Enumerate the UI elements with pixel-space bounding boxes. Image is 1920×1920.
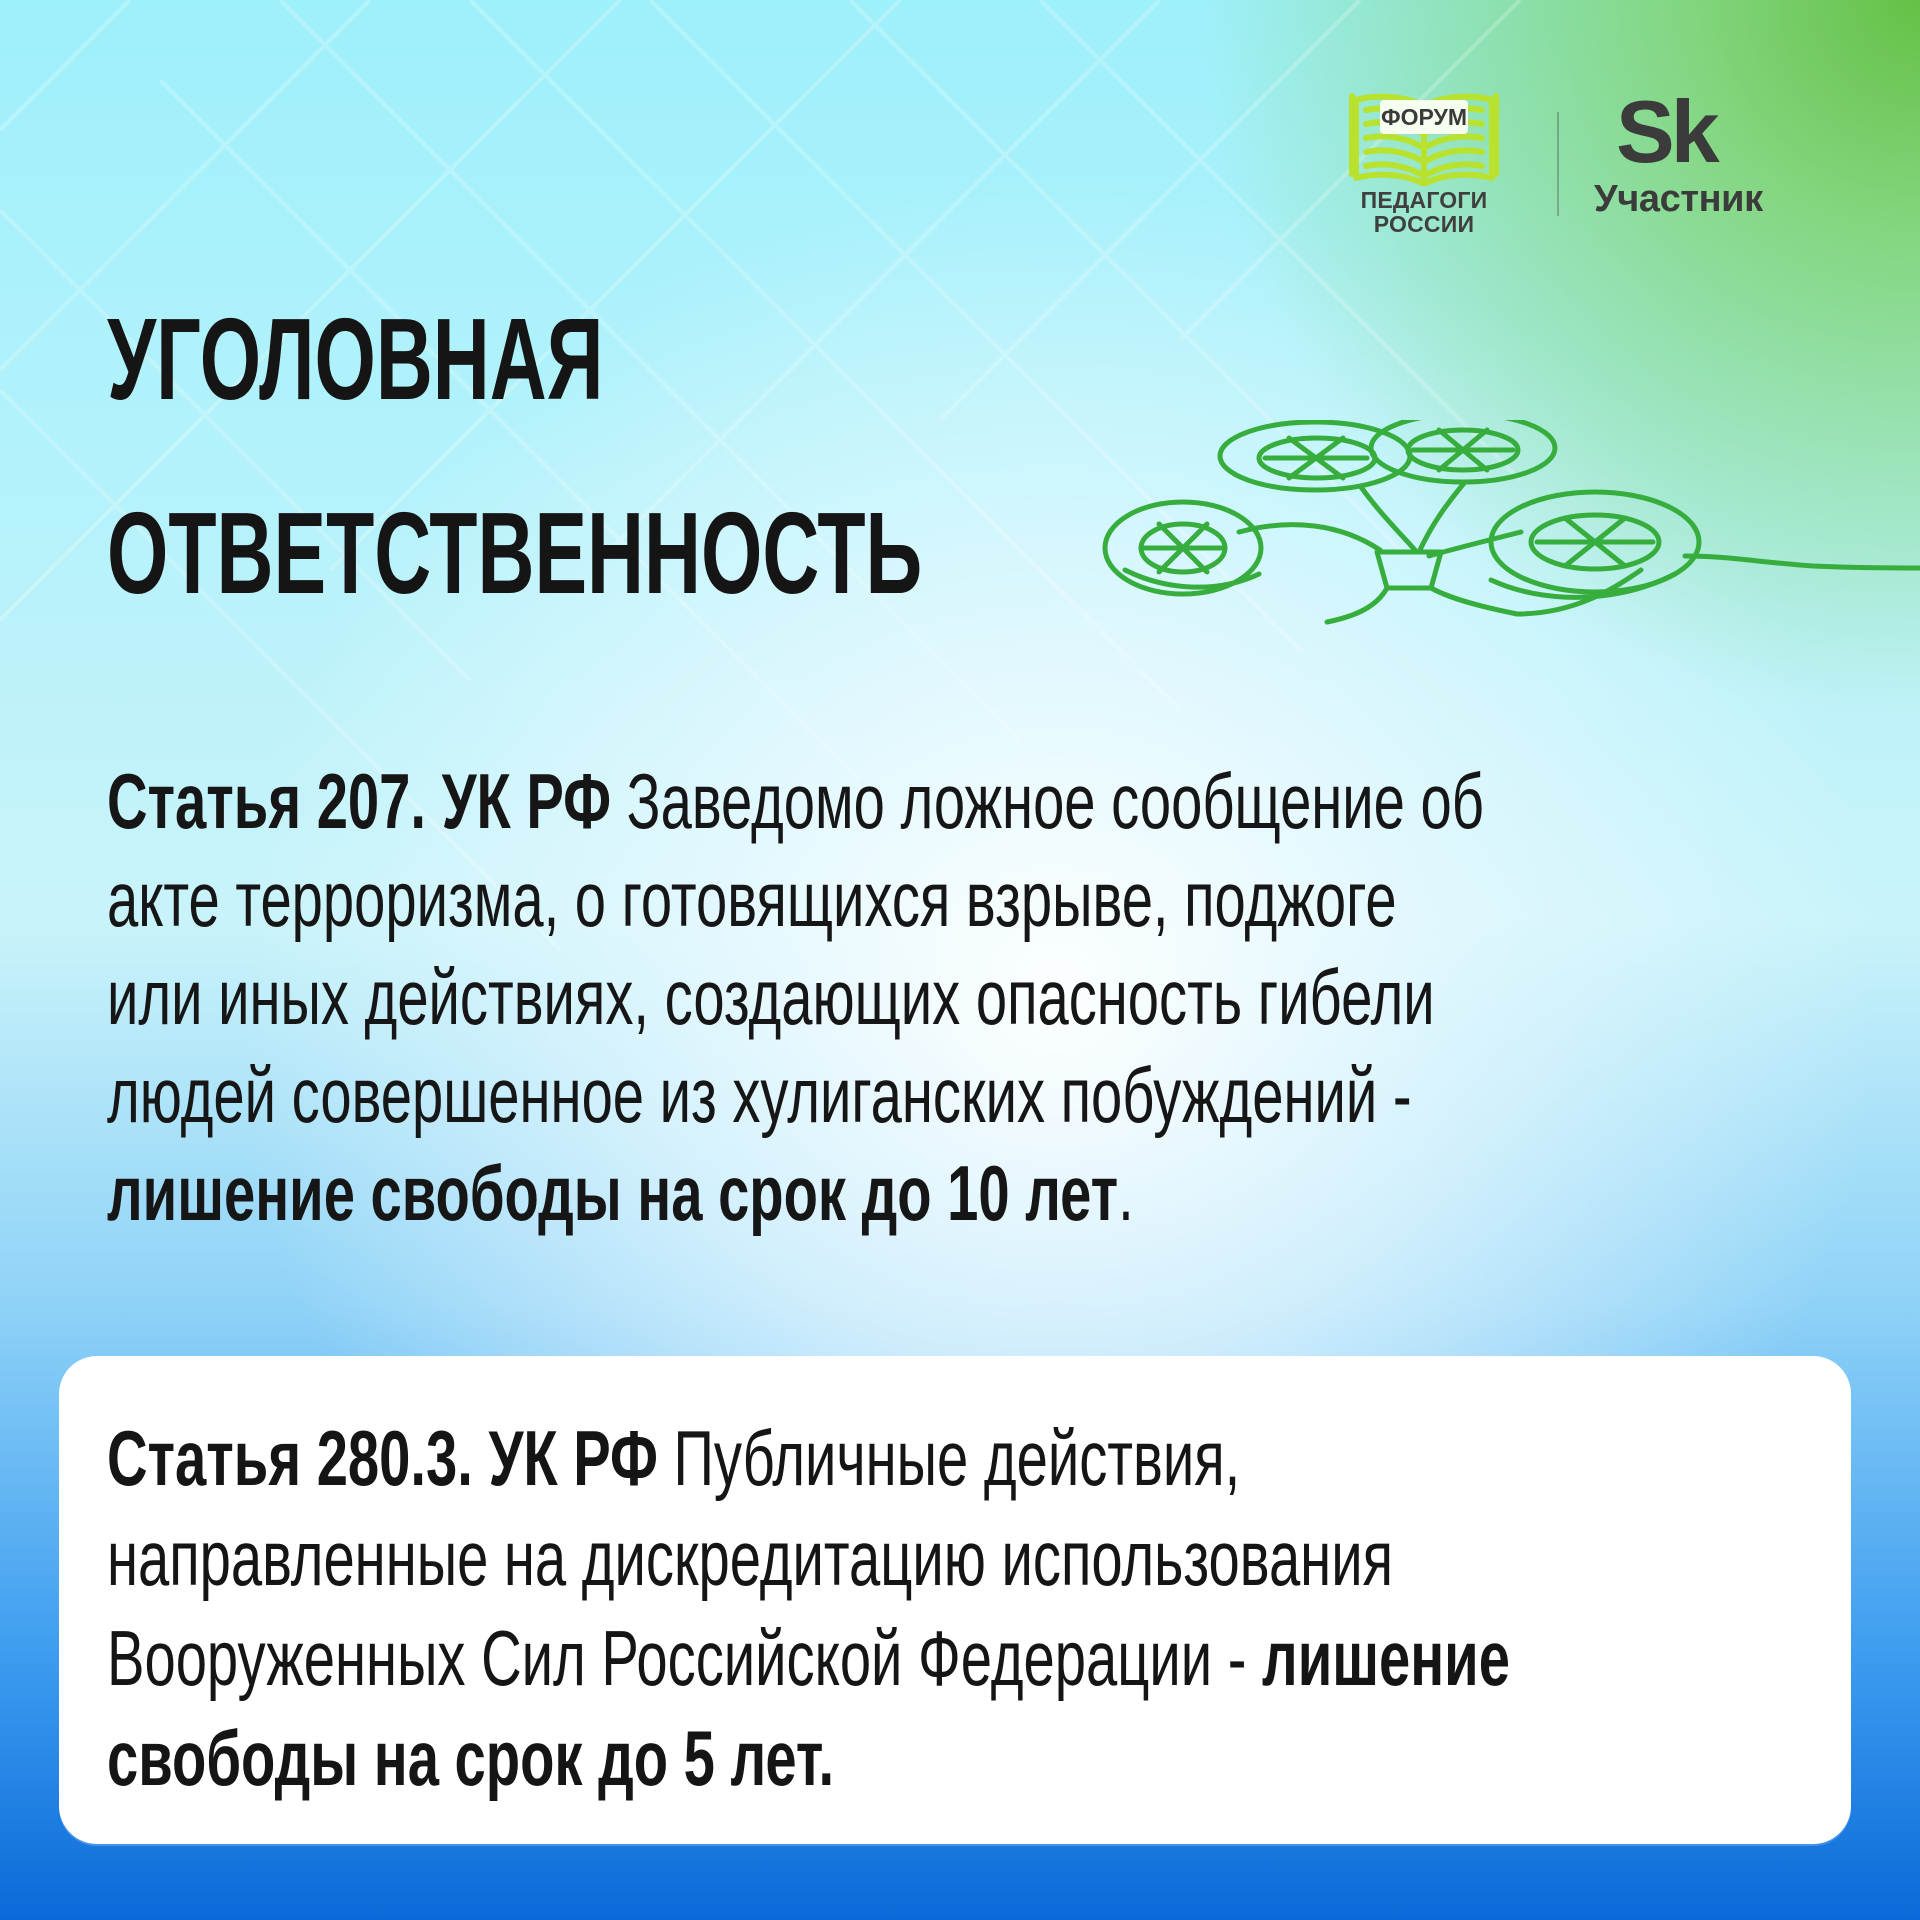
sk-logo-mark: Sk: [1616, 82, 1716, 181]
forum-logo-line-1: ПЕДАГОГИ: [1360, 187, 1488, 213]
skolkovo-logo: [1592, 78, 1804, 248]
article-207: [107, 752, 1827, 1242]
article-207-period: .: [1118, 1149, 1134, 1237]
article-207-line-1: [107, 752, 1484, 850]
forum-logo-line-2: РОССИИ: [1373, 211, 1475, 237]
article-207-line-3: или иных действиях, создающих опасность гибели: [107, 953, 1435, 1041]
book-icon: [1348, 82, 1500, 186]
article-280-line-3-text: Вооруженных Сил Российской Федерации -: [107, 1614, 1263, 1702]
article-207-line-1-text: Заведомо ложное сообщение об: [611, 757, 1484, 845]
partner-logos: [1330, 78, 1810, 248]
article-280-line-4: свободы на срок до 5 лет.: [107, 1714, 835, 1802]
sk-logo-role: Участник: [1594, 178, 1763, 220]
forum-logo-top: ФОРУМ: [1380, 100, 1468, 134]
article-207-penalty: лишение свободы на срок до 10 лет: [107, 1149, 1119, 1237]
title-line-1: УГОЛОВНАЯ: [107, 294, 604, 424]
article-280-line-1-text: Публичные действия,: [657, 1414, 1241, 1502]
title-line-2: ОТВЕТСТВЕННОСТЬ: [107, 488, 923, 618]
forum-logo: [1330, 78, 1518, 248]
page-title: [107, 262, 923, 650]
article-280-line-3-penalty: лишение: [1262, 1614, 1510, 1702]
article-207-line-2: акте терроризма, о готовящихся взрыве, поджоге: [107, 855, 1397, 943]
article-280-line-2: направленные на дискредитацию использования: [107, 1514, 1393, 1602]
article-280-3: [107, 1408, 1807, 1808]
logo-divider: [1557, 112, 1559, 216]
forum-logo-subtitle: [1330, 188, 1518, 236]
article-207-heading: Статья 207. УК РФ: [107, 757, 612, 845]
article-280-heading: Статья 280.3. УК РФ: [107, 1414, 658, 1502]
article-207-line-5: [107, 1144, 1345, 1242]
drone-icon: [1095, 420, 1920, 638]
article-280-card: [59, 1356, 1851, 1844]
article-280-line-1: [107, 1408, 1331, 1508]
article-207-line-4: людей совершенное из хулиганских побуждений -: [107, 1051, 1412, 1139]
article-280-line-3: [107, 1608, 1510, 1708]
